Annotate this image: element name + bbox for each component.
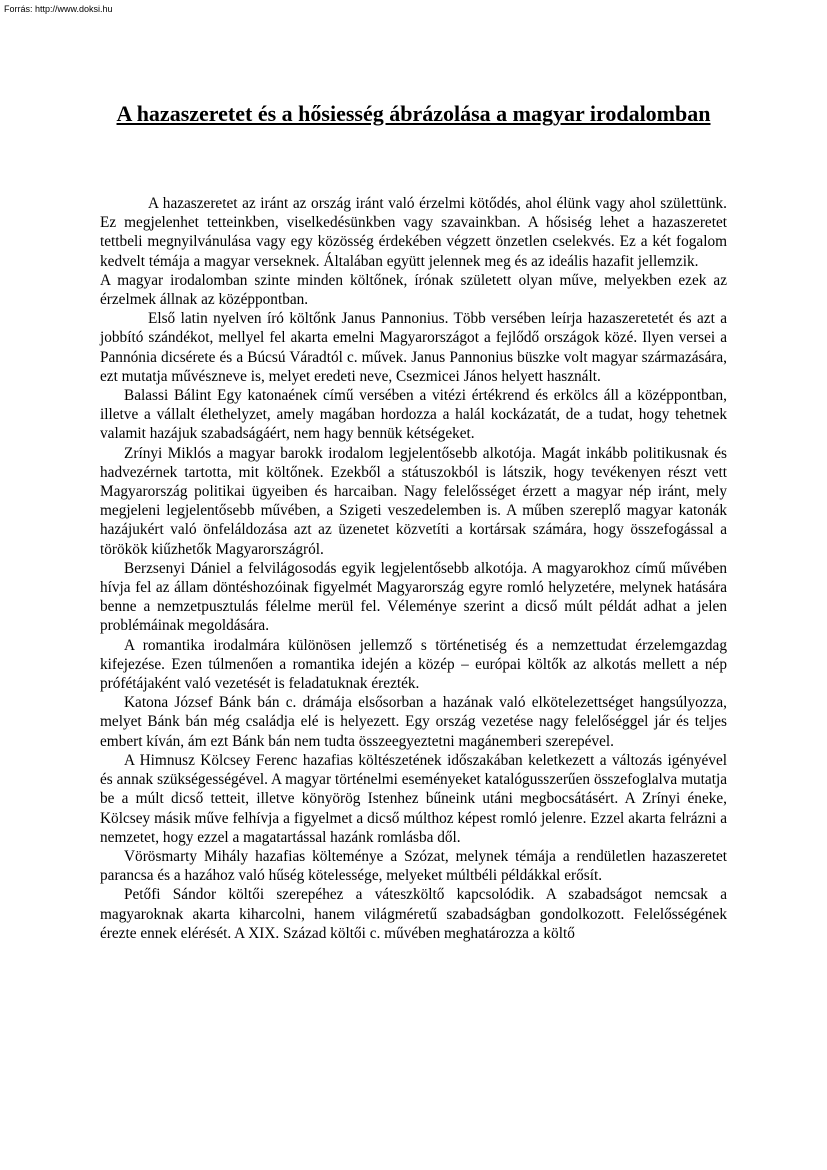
paragraph-vorosmarty: Vörösmarty Mihály hazafias költeménye a Szózat, melynek témája a rendületlen hazaszeretet parancsa és a hazához való hűség kötelessége, melyeket múltbéli példákkal erősít. bbox=[100, 847, 727, 885]
paragraph-berzsenyi: Berzsenyi Dániel a felvilágosodás egyik legjelentősebb alkotója. A magyarokhoz című művében hívja fel az állam döntéshozóinak figyelmét Magyarország egyre romló helyzetére, melynek hatására benne a nemzetpusztulás félelme merül fel. Véleménye szerint a dicső múlt példát adhat a jelen problémáinak megoldására. bbox=[100, 559, 727, 635]
paragraph-intro: A hazaszeretet az iránt az ország iránt való érzelmi kötődés, ahol élünk vagy ahol születtünk. Ez megjelenhet tetteinkben, viselkedésünkben vagy szavainkban. A hősiség lehet a hazaszeretet tettbeli megnyilvánulása vagy egy közösség érdekében végzett önzetlen cselekvés. Ez a két fogalom kedvelt témája a magyar verseknek. Általában együtt jelennek meg és az ideális hazafit jellemzik. bbox=[100, 195, 727, 270]
paragraph-balassi: Balassi Bálint Egy katonaének című versében a vitézi értékrend és erkölcs áll a középpontban, illetve a vállalt élethelyzet, amely magában hordozza a halál kockázatát, de a tudat, hogy tehetnek valamit hazájuk szabadságáért, nem hagy bennük kétségeket. bbox=[100, 387, 727, 443]
paragraph-petofi: Petőfi Sándor költői szerepéhez a váteszköltő kapcsolódik. A szabadságot nemcsak a magyaroknak akarta kiharcolni, hanem világméretű szabadságban gondolkozott. Felelősségének érezte ennek elérését. A XIX. Század költői c. művében meghatározza a költő bbox=[100, 886, 727, 942]
paragraph-janus-pannonius: Első latin nyelven író költőnk Janus Pannonius. Több versében leírja hazaszeretetét és azt a jobbító szándékot, mellyel fel akarta emelni Magyarországot a fejlődő országok közé. Ilyen versei a Pannónia dicsérete és a Búcsú Váradtól c. művek. Janus Pannonius büszke volt magyar származására, ezt mutatja művészneve is, melyet eredeti neve, Csezmicei János helyett használt. bbox=[100, 310, 727, 385]
paragraph-zrinyi: Zrínyi Miklós a magyar barokk irodalom legjelentősebb alkotója. Magát inkább politikusnak és hadvezérnek tartotta, mit költőnek. Ezekből a státuszokból is látszik, hogy tevékenyen részt vett Magyarország politikai ügyeiben és harcaiban. Nagy felelősséget érzett a magyar nép iránt, mely megjeleni legjelentősebb művében, a Szigeti veszedelemben is. A műben szereplő magyar katonák hazájukért való önfeláldozása azt az üzenetet közvetíti a kortársak számára, hogy összefogással a törökök kiűzhetők Magyarországról. bbox=[100, 444, 727, 558]
source-note: Forrás: http://www.doksi.hu bbox=[4, 4, 113, 14]
paragraph-kolcsey: A Himnusz Kölcsey Ferenc hazafias költészetének időszakában keletkezett a változás igényével és annak szükségességével. A magyar történelmi eseményeket katalógusszerűen összefoglalva mutatja be a múlt dicső tetteit, illetve könyörög Istenhez bűneink utáni megbocsátásért. A Zrínyi éneke, Kölcsey másik műve felhívja a figyelmet a dicső múlthoz képest romló jelenre. Ezzel akarta felrázni a nemzetet, hogy ezzel a magatartással hazánk romlásba dől. bbox=[100, 751, 727, 846]
paragraph-katona: Katona József Bánk bán c. drámája elsősorban a hazának való elkötelezettséget hangsúlyozza, melyet Bánk bán még családja elé is helyezett. Egy ország vezetése nagy felelőséggel jár és teljes embert kíván, ám ezt Bánk bán nem tudta összeegyeztetni magánemberi szerepével. bbox=[100, 694, 727, 750]
paragraph-overview: A magyar irodalomban szinte minden költőnek, írónak született olyan műve, melyekben ezek az érzelmek állnak az középpontban. bbox=[100, 271, 727, 309]
paragraph-romantika: A romantika irodalmára különösen jellemző s történetiség és a nemzettudat érzelemgazdag kifejezése. Ezen túlmenően a romantika idején a közép – európai költők az alkotás mellett a nép prófétájaként való vezetését is feladatuknak érezték. bbox=[100, 636, 727, 693]
document-body bbox=[100, 194, 727, 943]
page-title: A hazaszeretet és a hősiesség ábrázolása a magyar irodalomban bbox=[116, 101, 711, 126]
